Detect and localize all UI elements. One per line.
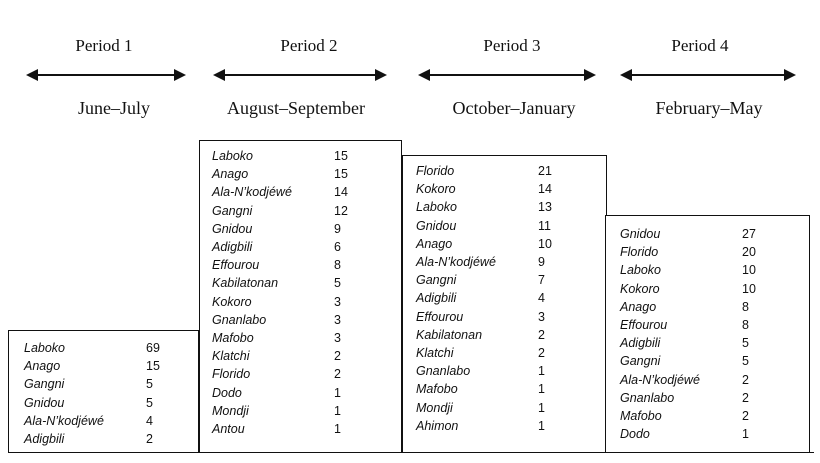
list-item — [212, 238, 341, 256]
site-count: 2 — [334, 367, 341, 382]
site-name: Ala-N’kodjéwé — [620, 372, 700, 387]
site-count: 5 — [146, 395, 153, 410]
site-name: Laboko — [212, 149, 254, 163]
site-count: 5 — [334, 276, 341, 291]
site-count: 4 — [538, 291, 545, 306]
site-name: Florido — [620, 245, 659, 260]
list-item — [620, 298, 749, 316]
list-item — [212, 329, 341, 347]
list-item — [416, 217, 551, 235]
site-name: Kokoro — [212, 294, 252, 309]
site-name: Kabilatonan — [212, 276, 279, 291]
site-name: Ahimon — [416, 418, 459, 433]
period-3-title: Period 3 — [483, 36, 541, 55]
site-count: 2 — [146, 432, 153, 447]
site-count: 2 — [742, 409, 749, 424]
list-item — [416, 180, 552, 198]
list-item — [416, 362, 545, 380]
period-3-range: October–January — [452, 98, 576, 118]
site-count: 1 — [334, 403, 341, 418]
list-item — [24, 430, 153, 448]
period-4-title: Period 4 — [671, 36, 729, 55]
site-name: Klatchi — [212, 349, 250, 364]
site-count: 1 — [334, 422, 341, 437]
site-count: 21 — [538, 164, 552, 178]
site-count: 2 — [334, 349, 341, 364]
period-4-arrow — [620, 67, 796, 83]
list-item — [212, 384, 341, 402]
list-item — [416, 235, 552, 253]
list-item — [212, 202, 348, 220]
site-name: Adigbili — [212, 240, 253, 255]
list-item — [212, 274, 341, 292]
site-name: Dodo — [212, 385, 242, 400]
site-count: 1 — [538, 364, 545, 379]
site-name: Ala-N’kodjéwé — [416, 255, 496, 270]
site-count: 9 — [538, 255, 545, 270]
site-name: Anago — [24, 359, 61, 374]
site-name: Ala-N’kodjéwé — [212, 185, 292, 200]
site-name: Effourou — [416, 309, 464, 324]
site-name: Adigbili — [416, 291, 457, 306]
site-count: 69 — [146, 341, 160, 355]
site-name: Mondji — [212, 403, 249, 418]
site-count: 2 — [742, 372, 749, 387]
list-item — [212, 183, 348, 201]
site-name: Gangni — [416, 273, 457, 288]
site-count: 3 — [334, 312, 341, 327]
period-1-title: Period 1 — [75, 36, 133, 55]
site-count: 2 — [538, 327, 545, 342]
site-name: Gangni — [620, 354, 661, 369]
site-name: Mafobo — [620, 409, 662, 424]
list-item — [416, 380, 545, 398]
period-2-arrow — [213, 67, 387, 83]
list-item — [416, 253, 545, 271]
list-item — [24, 375, 153, 393]
site-count: 1 — [334, 385, 341, 400]
list-item — [416, 162, 552, 180]
site-name: Kokoro — [620, 281, 660, 296]
list-item — [416, 271, 545, 289]
site-count: 1 — [742, 427, 749, 442]
site-name: Gnidou — [620, 227, 661, 241]
list-item — [24, 412, 153, 430]
site-count: 10 — [538, 236, 552, 251]
site-count: 8 — [742, 318, 749, 333]
site-count: 5 — [742, 354, 749, 369]
site-name: Laboko — [24, 341, 66, 355]
list-item — [620, 352, 749, 370]
list-item — [24, 357, 160, 375]
list-item — [212, 220, 341, 238]
site-name: Gnidou — [212, 221, 253, 236]
site-count: 6 — [334, 240, 341, 255]
list-item — [212, 256, 341, 274]
list-item — [212, 347, 341, 365]
site-count: 1 — [538, 400, 545, 415]
site-name: Antou — [212, 422, 245, 437]
period-1-arrow — [26, 67, 186, 83]
list-item — [620, 407, 749, 425]
site-name: Florido — [212, 367, 251, 382]
list-item — [620, 225, 756, 243]
site-name: Ala-N’kodjéwé — [24, 413, 104, 428]
list-item — [212, 293, 341, 311]
site-count: 4 — [146, 413, 153, 428]
list-item — [416, 198, 552, 216]
list-item — [416, 308, 545, 326]
list-item — [212, 420, 341, 438]
list-item — [212, 402, 341, 420]
site-count: 3 — [334, 294, 341, 309]
site-count: 2 — [538, 346, 545, 361]
period-3-arrow — [418, 67, 596, 83]
site-name: Gangni — [24, 377, 65, 392]
site-count: 5 — [742, 336, 749, 351]
site-count: 15 — [146, 359, 160, 374]
site-name: Gnanlabo — [212, 312, 267, 327]
site-name: Anago — [416, 236, 453, 251]
site-count: 14 — [334, 185, 348, 200]
site-name: Florido — [416, 164, 455, 178]
list-item — [212, 147, 348, 165]
site-count: 3 — [538, 309, 545, 324]
site-name: Anago — [620, 299, 657, 314]
site-name: Kokoro — [416, 182, 456, 197]
list-item — [416, 326, 545, 344]
site-count: 11 — [538, 218, 551, 233]
site-count: 3 — [334, 331, 341, 346]
period-3-list — [416, 162, 552, 435]
period-1-range: June–July — [78, 98, 150, 118]
list-item — [620, 389, 749, 407]
list-item — [416, 289, 545, 307]
site-name: Effourou — [620, 318, 668, 333]
site-name: Klatchi — [416, 346, 454, 361]
site-count: 9 — [334, 221, 341, 236]
list-item — [416, 344, 545, 362]
period-2-list — [212, 147, 348, 438]
site-name: Mafobo — [416, 382, 458, 397]
site-name: Kabilatonan — [416, 327, 483, 342]
site-name: Adigbili — [620, 336, 661, 351]
site-count: 14 — [538, 182, 552, 197]
list-item — [620, 243, 756, 261]
site-name: Effourou — [212, 258, 260, 273]
list-item — [416, 417, 545, 435]
list-item — [620, 316, 749, 334]
site-name: Adigbili — [24, 432, 65, 447]
site-count: 12 — [334, 203, 348, 218]
site-count: 2 — [742, 390, 749, 405]
site-count: 8 — [334, 258, 341, 273]
site-count: 27 — [742, 227, 756, 241]
site-name: Gnidou — [416, 218, 457, 233]
list-item — [212, 165, 348, 183]
period-4-list — [620, 225, 756, 443]
site-name: Laboko — [620, 263, 662, 278]
list-item — [620, 334, 749, 352]
site-name: Gnanlabo — [416, 364, 471, 379]
site-count: 20 — [742, 245, 756, 260]
list-item — [620, 280, 756, 298]
site-name: Anago — [212, 167, 249, 182]
baseline — [8, 452, 814, 453]
site-count: 13 — [538, 200, 552, 215]
list-item — [24, 394, 153, 412]
period-2-title: Period 2 — [280, 36, 338, 55]
site-name: Gangni — [212, 203, 253, 218]
site-count: 1 — [538, 418, 545, 433]
site-count: 15 — [334, 167, 348, 182]
site-name: Gnanlabo — [620, 390, 675, 405]
site-count: 15 — [334, 149, 348, 163]
period-2-range: August–September — [227, 98, 365, 118]
list-item — [620, 261, 756, 279]
period-1-list — [24, 339, 160, 448]
site-count: 10 — [742, 263, 756, 278]
site-count: 8 — [742, 299, 749, 314]
period-4-range: February–May — [655, 98, 763, 118]
site-count: 10 — [742, 281, 756, 296]
site-name: Mafobo — [212, 331, 254, 346]
list-item — [212, 365, 341, 383]
site-count: 7 — [538, 273, 545, 288]
list-item — [620, 425, 749, 443]
list-item — [212, 311, 341, 329]
site-name: Gnidou — [24, 395, 65, 410]
site-count: 5 — [146, 377, 153, 392]
list-item — [24, 339, 160, 357]
list-item — [416, 399, 545, 417]
site-name: Dodo — [620, 427, 650, 442]
site-name: Laboko — [416, 200, 458, 215]
list-item — [620, 371, 749, 389]
site-count: 1 — [538, 382, 545, 397]
site-name: Mondji — [416, 400, 453, 415]
